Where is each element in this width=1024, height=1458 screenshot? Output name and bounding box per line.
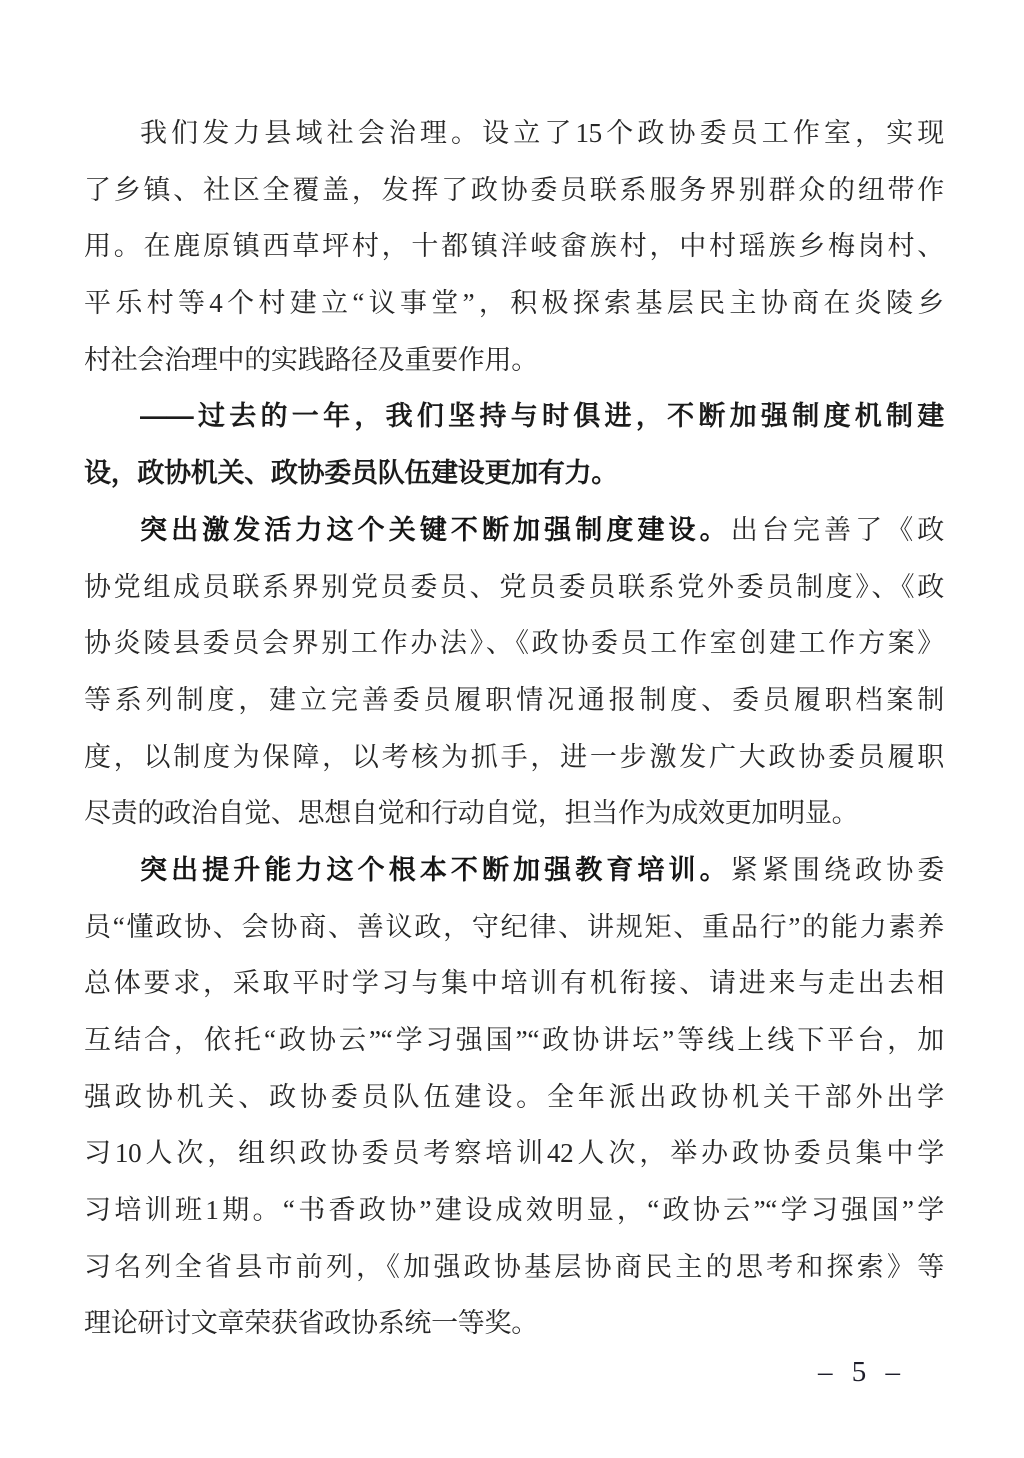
paragraph-heading-institution-mechanism xyxy=(84,388,944,501)
page-number: – 5 – xyxy=(818,1356,906,1388)
text-line xyxy=(84,672,944,729)
text-segment: 设，政协机关、政协委员队伍建设更加有力。 xyxy=(84,458,618,489)
text-segment: 平乐村等4个村建立“议事堂”，积极探索基层民主协商在炎陵乡 xyxy=(84,288,944,319)
text-line xyxy=(84,899,944,956)
text-line xyxy=(84,1295,944,1352)
text-segment: 互结合，依托“政协云”“学习强国”“政协讲坛”等线上线下平台，加 xyxy=(84,1025,944,1055)
text-segment: 度，以制度为保障，以考核为抓手，进一步激发广大政协委员履职 xyxy=(84,741,944,772)
text-line xyxy=(84,502,944,559)
text-line xyxy=(84,1069,944,1126)
text-line xyxy=(84,842,944,899)
text-line xyxy=(84,388,944,445)
paragraph-institution-building xyxy=(84,502,944,842)
text-segment: 习名列全省县市前列，《加强政协基层协商民主的思考和探索》等 xyxy=(84,1251,944,1282)
text-line xyxy=(84,105,944,162)
text-segment: 了乡镇、社区全覆盖，发挥了政协委员联系服务界别群众的纽带作 xyxy=(84,174,944,205)
text-line xyxy=(84,332,944,389)
text-line xyxy=(84,162,944,219)
text-segment: ——过去的一年，我们坚持与时俱进，不断加强制度机制建 xyxy=(140,401,944,432)
text-segment: 我们发力县域社会治理。设立了15个政协委员工作室，实现 xyxy=(140,118,944,148)
text-segment: 理论研讨文章荣获省政协系统一等奖。 xyxy=(84,1308,538,1339)
text-segment: 员“懂政协、会协商、善议政，守纪律、讲规矩、重品行”的能力素养 xyxy=(84,911,944,942)
text-line xyxy=(84,785,944,842)
paragraph-education-training xyxy=(84,842,944,1352)
text-line xyxy=(84,955,944,1012)
text-segment: 协党组成员联系界别党员委员、党员委员联系党外委员制度》、《政 xyxy=(84,571,944,602)
text-segment: 习10人次，组织政协委员考察培训42人次，举办政协委员集中学 xyxy=(84,1138,944,1169)
text-line xyxy=(84,445,944,502)
text-line xyxy=(84,218,944,275)
text-line xyxy=(84,615,944,672)
text-segment: 出台完善了《政 xyxy=(730,514,944,545)
text-segment: 村社会治理中的实践路径及重要作用。 xyxy=(84,344,538,375)
text-segment: 等系列制度，建立完善委员履职情况通报制度、委员履职档案制 xyxy=(84,684,944,715)
text-segment: 强政协机关、政协委员队伍建设。全年派出政协机关干部外出学 xyxy=(84,1081,944,1112)
text-line xyxy=(84,1012,944,1069)
text-segment: 用。在鹿原镇西草坪村，十都镇洋岐畲族村，中村瑶族乡梅岗村、 xyxy=(84,231,944,262)
text-segment: 紧紧围绕政协委 xyxy=(730,854,944,885)
bold-lead-sentence: 突出激发活力这个关键不断加强制度建设。 xyxy=(140,514,731,545)
document-body xyxy=(84,105,944,1352)
text-line xyxy=(84,1125,944,1182)
paragraph-county-social-governance xyxy=(84,105,944,388)
text-line xyxy=(84,1239,944,1296)
bold-lead-sentence: 突出提升能力这个根本不断加强教育培训。 xyxy=(140,854,731,885)
text-segment: 尽责的政治自觉、思想自觉和行动自觉，担当作为成效更加明显。 xyxy=(84,798,859,829)
text-line xyxy=(84,275,944,332)
text-segment: 总体要求，采取平时学习与集中培训有机衔接、请进来与走出去相 xyxy=(84,968,944,999)
text-segment: 习培训班1期。“书香政协”建设成效明显，“政协云”“学习强国”学 xyxy=(84,1195,944,1226)
text-segment: 协炎陵县委员会界别工作办法》、《政协委员工作室创建工作方案》 xyxy=(84,628,944,659)
text-line xyxy=(84,1182,944,1239)
text-line xyxy=(84,559,944,616)
text-line xyxy=(84,729,944,786)
